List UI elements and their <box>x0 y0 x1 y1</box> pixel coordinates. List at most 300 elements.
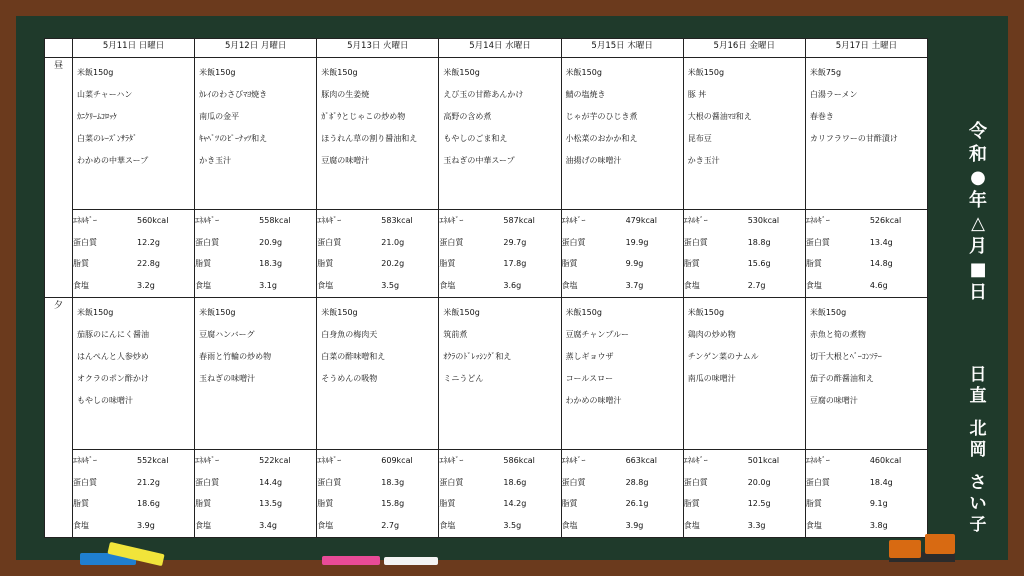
dish-item: 豆腐ハンバーグ <box>199 330 255 339</box>
dish-item: 高野の含め煮 <box>443 112 492 121</box>
eraser-icon <box>925 534 955 554</box>
dish-item: 米飯150g <box>565 308 602 317</box>
menu-sheet <box>44 38 928 538</box>
nutrient-label: 脂質 <box>317 259 334 269</box>
dish-item: 米飯150g <box>321 68 358 77</box>
nutrition-cell <box>683 210 805 298</box>
nutrient-label: 食塩 <box>683 520 700 530</box>
nutrition-cell <box>439 450 561 538</box>
nutrition-line <box>317 515 438 537</box>
nutrition-cell <box>439 210 561 298</box>
dish-item: 米飯150g <box>199 68 236 77</box>
nutrient-label: 食塩 <box>805 280 822 290</box>
dish-item: 米飯150g <box>321 308 358 317</box>
nutrient-label: 脂質 <box>317 499 334 509</box>
nutrition-line <box>439 210 560 232</box>
nutrient-value: 28.8g <box>625 477 649 487</box>
day-header: 5月17日 土曜日 <box>805 39 927 58</box>
nutrient-value: 2.7g <box>747 280 766 290</box>
nutrient-label: 蛋白質 <box>195 477 220 487</box>
title-char: 月 <box>969 236 987 257</box>
nutrient-label: 脂質 <box>683 259 700 269</box>
dish-item: ｵｸﾗのﾄﾞﾚｯｼﾝｸﾞ和え <box>443 352 512 361</box>
nutrient-label: 脂質 <box>439 499 456 509</box>
nutrient-value: 17.8g <box>503 259 527 269</box>
dish-item: チンゲン菜のナムル <box>687 352 759 361</box>
nutrient-label: 食塩 <box>805 520 822 530</box>
dish-cell <box>317 58 439 210</box>
dish-item: 米飯150g <box>809 308 847 317</box>
nutrition-line <box>73 515 194 537</box>
nutrient-value: 20.0g <box>747 477 771 487</box>
dish-item: 白身魚の梅肉天 <box>321 330 378 339</box>
nutrient-value: 18.6g <box>503 477 527 487</box>
nutrient-value: 583kcal <box>381 216 413 226</box>
dish-item: 鯖の塩焼き <box>565 90 606 99</box>
title-char: ■ <box>969 259 987 280</box>
nutrient-value: 21.2g <box>137 477 160 487</box>
nutrient-label: 蛋白質 <box>683 477 708 487</box>
nutrition-line <box>562 472 683 494</box>
nutrient-label: ｴﾈﾙｷﾞｰ <box>439 456 464 466</box>
nutrient-label: 蛋白質 <box>195 237 220 247</box>
nutrient-label: ｴﾈﾙｷﾞｰ <box>195 456 220 466</box>
nutrition-line <box>806 515 927 537</box>
dish-item: ほうれん草の割り醤油和え <box>321 134 418 143</box>
nutrient-value: 20.9g <box>259 237 283 247</box>
day-header: 5月14日 水曜日 <box>439 39 561 58</box>
nutrient-value: 13.4g <box>869 237 893 247</box>
nutrition-cell <box>561 450 683 538</box>
day-header: 5月13日 火曜日 <box>317 39 439 58</box>
nutrition-line <box>806 210 927 232</box>
nutrient-label: 蛋白質 <box>561 477 586 487</box>
dish-item: かき玉汁 <box>687 156 720 165</box>
nutrition-line <box>562 232 683 254</box>
dish-item: 豆腐の味噌汁 <box>809 396 858 405</box>
title-char: △ <box>971 213 985 234</box>
nutrient-value: 3.2g <box>137 280 155 290</box>
nutrient-value: 3.5g <box>503 520 522 530</box>
nutrition-line <box>317 210 438 232</box>
dish-item: ｶﾆｸﾘｰﾑｺﾛｯｹ <box>77 112 117 121</box>
lunch-nutrition-row <box>45 210 928 298</box>
nutrient-label: ｴﾈﾙｷﾞｰ <box>317 456 342 466</box>
dish-item: 春雨と竹輪の炒め物 <box>199 352 272 361</box>
nutrition-line <box>562 493 683 515</box>
nutrient-value: 29.7g <box>503 237 527 247</box>
nutrient-value: 18.3g <box>259 259 283 269</box>
nutrition-line <box>684 232 805 254</box>
dish-item: 春巻き <box>809 112 834 121</box>
dish-item: 米飯75g <box>809 68 842 77</box>
nutrient-label: 脂質 <box>439 259 456 269</box>
nutrient-label: 食塩 <box>439 520 456 530</box>
dish-item: コールスロー <box>565 374 614 383</box>
date-title <box>960 120 996 304</box>
nutrition-line <box>684 253 805 275</box>
dish-item: 山菜チャーハン <box>77 90 133 99</box>
nutrition-line <box>806 275 927 297</box>
nutrient-value: 501kcal <box>747 456 780 466</box>
nutrient-label: 食塩 <box>195 520 212 530</box>
dish-item: ｶﾞﾎﾞｳとじゃこの炒め物 <box>321 112 406 121</box>
nutrient-label: ｴﾈﾙｷﾞｰ <box>439 216 464 226</box>
dinner-label: 夕 <box>45 298 73 538</box>
nutrition-line <box>439 493 560 515</box>
nutrient-label: ｴﾈﾙｷﾞｰ <box>561 216 586 226</box>
nutrition-line <box>684 210 805 232</box>
nutrition-line <box>73 275 194 297</box>
nutrition-line <box>317 450 438 472</box>
nutrient-value: 15.6g <box>747 259 771 269</box>
day-header: 5月11日 日曜日 <box>73 39 195 58</box>
nutrient-label: ｴﾈﾙｷﾞｰ <box>195 216 220 226</box>
dish-item: わかめの味噌汁 <box>565 396 622 405</box>
nutrition-line <box>439 515 560 537</box>
dish-item: じゃが芋のひじき煮 <box>565 112 638 121</box>
dish-item: わかめの中華スープ <box>77 156 149 165</box>
author-char: 子 <box>969 515 987 535</box>
nutrient-value: 12.5g <box>747 499 771 509</box>
nutrition-line <box>195 450 316 472</box>
nutrient-label: ｴﾈﾙｷﾞｰ <box>805 456 830 466</box>
dish-cell <box>683 58 805 210</box>
nutrition-cell <box>805 450 927 538</box>
nutrient-label: 蛋白質 <box>317 477 342 487</box>
nutrition-line <box>73 210 194 232</box>
nutrition-line <box>73 472 194 494</box>
nutrient-value: 4.6g <box>869 280 888 290</box>
nutrient-value: 530kcal <box>747 216 780 226</box>
nutrient-label: ｴﾈﾙｷﾞｰ <box>317 216 342 226</box>
nutrient-value: 21.0g <box>381 237 405 247</box>
dish-item: 白湯ラーメン <box>809 90 858 99</box>
dish-item: 南瓜の味噌汁 <box>687 374 736 383</box>
weekly-menu-table <box>44 38 928 538</box>
dinner-dishes-row <box>45 298 928 450</box>
dish-item: 豆腐チャンプルー <box>565 330 630 339</box>
dish-item: 米飯150g <box>443 308 480 317</box>
title-char: 日 <box>969 282 987 303</box>
nutrition-line <box>317 472 438 494</box>
nutrient-label: 蛋白質 <box>73 237 97 247</box>
nutrient-value: 663kcal <box>625 456 657 466</box>
eraser-icon <box>889 540 921 558</box>
nutrient-label: 蛋白質 <box>805 477 830 487</box>
nutrient-value: 14.8g <box>869 259 893 269</box>
nutrition-line <box>73 493 194 515</box>
nutrition-line <box>73 450 194 472</box>
nutrient-label: 蛋白質 <box>683 237 708 247</box>
dish-item: 油揚げの味噌汁 <box>565 156 622 165</box>
day-header: 5月16日 金曜日 <box>683 39 805 58</box>
day-header: 5月15日 木曜日 <box>561 39 683 58</box>
nutrition-line <box>562 450 683 472</box>
nutrition-line <box>439 275 560 297</box>
nutrient-value: 3.7g <box>625 280 644 290</box>
dish-item: もやしの味噌汁 <box>77 396 133 405</box>
dish-cell <box>73 298 195 450</box>
nutrient-label: ｴﾈﾙｷﾞｰ <box>805 216 830 226</box>
nutrition-line <box>806 450 927 472</box>
dish-cell <box>561 58 683 210</box>
nutrition-line <box>684 515 805 537</box>
nutrient-value: 20.2g <box>381 259 405 269</box>
nutrient-value: 12.2g <box>137 237 160 247</box>
nutrient-label: 脂質 <box>805 259 822 269</box>
nutrient-value: 587kcal <box>503 216 535 226</box>
author-char: 岡 <box>969 440 987 460</box>
nutrient-value: 18.4g <box>869 477 893 487</box>
nutrition-line <box>684 275 805 297</box>
nutrient-value: 3.9g <box>137 520 155 530</box>
nutrient-label: 脂質 <box>561 499 578 509</box>
dish-item: 蒸しギョウザ <box>565 352 614 361</box>
nutrition-line <box>562 210 683 232</box>
nutrient-value: 9.9g <box>625 259 644 269</box>
dish-item: 玉ねぎの味噌汁 <box>199 374 256 383</box>
nutrition-line <box>684 472 805 494</box>
nutrient-label: 食塩 <box>73 280 89 290</box>
title-char: 年 <box>969 190 987 211</box>
nutrient-label: 脂質 <box>73 259 89 269</box>
nutrient-value: 9.1g <box>869 499 888 509</box>
dish-item: かき玉汁 <box>199 156 232 165</box>
nutrient-label: 食塩 <box>683 280 700 290</box>
nutrition-line <box>439 450 560 472</box>
nutrition-line <box>195 210 316 232</box>
dish-item: 米飯150g <box>77 68 114 77</box>
nutrient-label: 食塩 <box>439 280 456 290</box>
nutrient-value: 26.1g <box>625 499 649 509</box>
dish-item: 米飯150g <box>565 68 602 77</box>
author-char: 日 <box>969 365 987 385</box>
dish-item: はんぺんと人参炒め <box>77 352 149 361</box>
nutrition-line <box>195 232 316 254</box>
dish-item: ｷｬﾍﾞﾂのﾋﾟｰﾅｯﾂ和え <box>199 134 268 143</box>
nutrient-label: ｴﾈﾙｷﾞｰ <box>683 456 708 466</box>
dish-cell <box>73 58 195 210</box>
nutrition-line <box>195 472 316 494</box>
dish-item: 玉ねぎの中華スープ <box>443 156 515 165</box>
nutrition-line <box>806 472 927 494</box>
title-char: 令 <box>969 121 987 142</box>
nutrient-label: 脂質 <box>195 499 212 509</box>
nutrition-line <box>439 232 560 254</box>
dish-item: 茄豚のにんにく醤油 <box>77 330 149 339</box>
nutrient-value: 18.3g <box>381 477 405 487</box>
nutrition-line <box>317 253 438 275</box>
nutrition-line <box>562 515 683 537</box>
nutrition-line <box>73 232 194 254</box>
nutrient-label: 蛋白質 <box>317 237 342 247</box>
author-char: 北 <box>969 419 987 439</box>
nutrition-line <box>195 515 316 537</box>
nutrient-label: 食塩 <box>73 520 89 530</box>
lunch-dishes-row <box>45 58 928 210</box>
title-char: ● <box>970 167 986 188</box>
lunch-label: 昼 <box>45 58 73 298</box>
dish-item: 大根の醤油ﾏﾖ和え <box>687 112 752 121</box>
nutrient-value: 609kcal <box>381 456 413 466</box>
dish-item: 切干大根とﾍﾞｰｺﾝｿﾃｰ <box>809 352 882 361</box>
nutrition-cell <box>73 450 195 538</box>
nutrient-label: 食塩 <box>561 520 578 530</box>
nutrient-value: 3.6g <box>503 280 522 290</box>
nutrient-value: 14.4g <box>259 477 283 487</box>
nutrient-label: 蛋白質 <box>805 237 830 247</box>
dish-cell <box>805 58 927 210</box>
nutrition-line <box>195 253 316 275</box>
nutrient-value: 586kcal <box>503 456 535 466</box>
nutrition-line <box>684 493 805 515</box>
day-header-row <box>45 39 928 58</box>
dish-item: そうめんの吸物 <box>321 374 378 383</box>
dish-item: 米飯150g <box>443 68 480 77</box>
dish-cell <box>317 298 439 450</box>
nutrient-value: 479kcal <box>625 216 657 226</box>
nutrition-line <box>439 472 560 494</box>
nutrition-line <box>73 253 194 275</box>
nutrition-line <box>562 253 683 275</box>
dish-item: えび玉の甘酢あんかけ <box>443 90 524 99</box>
nutrition-line <box>562 275 683 297</box>
dish-item: 豆腐の味噌汁 <box>321 156 370 165</box>
nutrient-label: 蛋白質 <box>73 477 97 487</box>
dish-item: 米飯150g <box>199 308 236 317</box>
nutrient-label: 食塩 <box>561 280 578 290</box>
nutrition-line <box>806 493 927 515</box>
dish-item: 豚 丼 <box>687 90 707 99</box>
nutrient-value: 13.5g <box>259 499 283 509</box>
nutrient-value: 3.8g <box>869 520 888 530</box>
nutrient-label: 蛋白質 <box>439 237 464 247</box>
nutrition-line <box>195 493 316 515</box>
nutrient-value: 3.3g <box>747 520 766 530</box>
nutrition-cell <box>195 450 317 538</box>
dish-cell <box>439 298 561 450</box>
dish-item: 豚肉の生姜焼 <box>321 90 370 99</box>
nutrition-line <box>317 493 438 515</box>
duty-author <box>960 365 996 536</box>
corner-cell <box>45 39 73 58</box>
nutrient-value: 18.8g <box>747 237 771 247</box>
dish-item: 筑前煮 <box>443 330 468 339</box>
author-char: 直 <box>969 386 987 406</box>
nutrition-line <box>806 253 927 275</box>
nutrient-value: 19.9g <box>625 237 649 247</box>
nutrient-value: 15.8g <box>381 499 405 509</box>
nutrition-cell <box>317 450 439 538</box>
nutrient-label: 脂質 <box>195 259 212 269</box>
dish-item: 白菜のﾚｰｽﾞﾝｻﾗﾀﾞ <box>77 134 137 143</box>
nutrient-value: 3.1g <box>259 280 277 290</box>
dish-item: オクラのポン酢かけ <box>77 374 149 383</box>
dish-cell <box>439 58 561 210</box>
nutrition-cell <box>73 210 195 298</box>
nutrient-value: 14.2g <box>503 499 527 509</box>
author-char <box>960 461 996 473</box>
nutrient-value: 3.9g <box>625 520 644 530</box>
dish-cell <box>683 298 805 450</box>
nutrient-value: 3.5g <box>381 280 400 290</box>
nutrient-label: 食塩 <box>317 520 334 530</box>
author-char <box>960 407 996 419</box>
dish-cell <box>561 298 683 450</box>
nutrient-value: 2.7g <box>381 520 400 530</box>
nutrient-label: 脂質 <box>805 499 822 509</box>
dish-item: 米飯150g <box>77 308 114 317</box>
dish-cell <box>195 298 317 450</box>
nutrient-value: 558kcal <box>259 216 291 226</box>
dish-item: 小松菜のおかか和え <box>565 134 638 143</box>
nutrient-label: 食塩 <box>317 280 334 290</box>
nutrient-value: 526kcal <box>869 216 902 226</box>
nutrition-line <box>439 253 560 275</box>
dish-item: もやしのごま和え <box>443 134 508 143</box>
nutrient-value: 552kcal <box>137 456 169 466</box>
dinner-nutrition-row <box>45 450 928 538</box>
nutrition-cell <box>195 210 317 298</box>
nutrient-label: ｴﾈﾙｷﾞｰ <box>561 456 586 466</box>
nutrient-value: 3.4g <box>259 520 277 530</box>
pink-chalk <box>322 556 380 565</box>
nutrition-cell <box>317 210 439 298</box>
nutrition-cell <box>805 210 927 298</box>
dish-item: 茄子の酢醤油和え <box>809 374 874 383</box>
dish-item: カリフラワーの甘酢漬け <box>809 134 898 143</box>
author-char: さ <box>969 473 987 493</box>
dish-cell <box>195 58 317 210</box>
author-char: い <box>969 494 987 514</box>
dish-item: 南瓜の金平 <box>199 112 240 121</box>
title-char: 和 <box>969 144 987 165</box>
nutrient-value: 522kcal <box>259 456 291 466</box>
dish-item: 米飯150g <box>687 68 725 77</box>
nutrient-label: ｴﾈﾙｷﾞｰ <box>73 456 97 466</box>
nutrition-line <box>806 232 927 254</box>
nutrient-label: ｴﾈﾙｷﾞｰ <box>73 216 97 226</box>
nutrient-label: 食塩 <box>195 280 212 290</box>
white-chalk <box>384 557 438 565</box>
nutrition-line <box>317 232 438 254</box>
nutrition-line <box>195 275 316 297</box>
dish-item: 白菜の酢味噌和え <box>321 352 386 361</box>
nutrient-label: 蛋白質 <box>561 237 586 247</box>
dish-item: ｶﾚｲのわさびﾏﾖ焼き <box>199 90 268 99</box>
nutrient-value: 560kcal <box>137 216 169 226</box>
dish-item: 昆布豆 <box>687 134 712 143</box>
dish-item: 米飯150g <box>687 308 725 317</box>
nutrition-cell <box>561 210 683 298</box>
nutrition-cell <box>683 450 805 538</box>
dish-cell <box>805 298 927 450</box>
nutrient-value: 18.6g <box>137 499 160 509</box>
dish-item: 赤魚と筍の煮物 <box>809 330 866 339</box>
nutrition-line <box>684 450 805 472</box>
nutrient-label: 蛋白質 <box>439 477 464 487</box>
day-header: 5月12日 月曜日 <box>195 39 317 58</box>
nutrient-label: ｴﾈﾙｷﾞｰ <box>683 216 708 226</box>
dish-item: 鶏肉の炒め物 <box>687 330 736 339</box>
nutrient-value: 460kcal <box>869 456 902 466</box>
nutrient-label: 脂質 <box>683 499 700 509</box>
nutrient-label: 脂質 <box>561 259 578 269</box>
dish-item: ミニうどん <box>443 374 484 383</box>
nutrition-line <box>317 275 438 297</box>
nutrient-label: 脂質 <box>73 499 89 509</box>
